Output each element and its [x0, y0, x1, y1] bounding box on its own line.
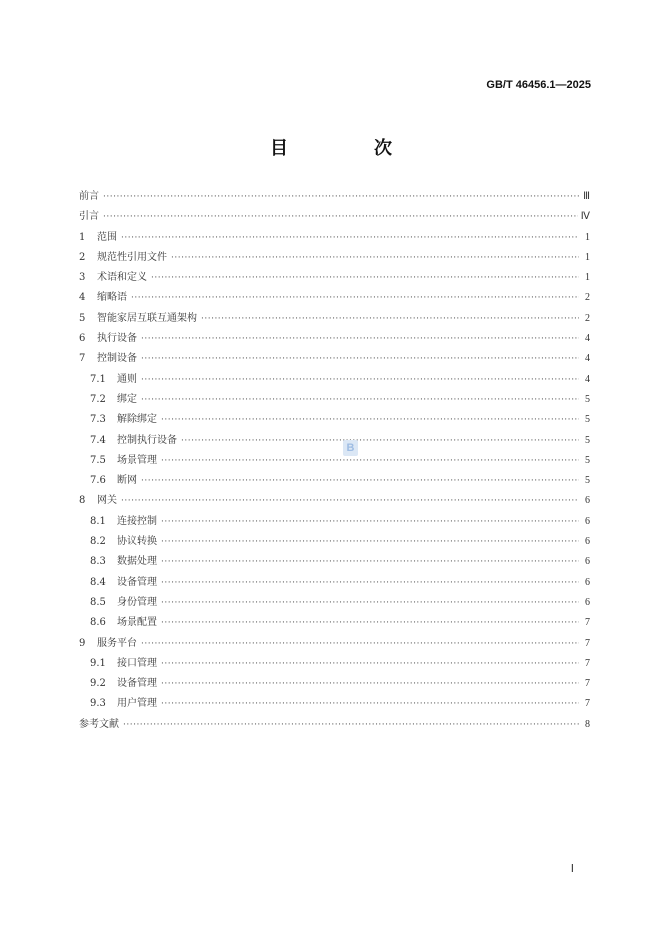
toc-entry-number: 7.5 [90, 454, 106, 466]
toc-entry-page: 5 [585, 414, 590, 426]
toc-entry-number: 8.3 [90, 556, 106, 568]
toc-entry-title: 规范性引用文件 [97, 251, 167, 263]
toc-entry-page: 5 [585, 393, 590, 405]
toc-entry-number: 7.2 [90, 393, 106, 405]
toc-dot-leader [161, 512, 579, 532]
toc-entry-page: 5 [585, 475, 590, 487]
toc-entry[interactable] [79, 187, 590, 207]
toc-dot-leader [141, 370, 579, 390]
toc-entry-page: 4 [585, 333, 590, 345]
toc-dot-leader [161, 451, 579, 471]
toc-entry-number: 8.2 [90, 536, 106, 548]
toc-entry-number: 8.5 [90, 596, 106, 608]
toc-entry[interactable] [79, 491, 590, 511]
toc-dot-leader [171, 248, 579, 268]
toc-entry-title: 连接控制 [117, 515, 157, 527]
toc-dot-leader [161, 573, 579, 593]
standard-code: GB/T 46456.1—2025 [486, 79, 591, 91]
toc-dot-leader [141, 349, 579, 369]
toc-entry-title: 网关 [97, 495, 117, 507]
toc-dot-leader [141, 329, 579, 349]
toc-entry-number: 8 [79, 495, 86, 507]
toc-dot-leader [131, 288, 579, 308]
toc-dot-leader [123, 715, 579, 735]
toc-entry[interactable] [79, 451, 590, 471]
toc-entry-page: 6 [585, 495, 590, 507]
toc-entry-number: 4 [79, 292, 86, 304]
toc-entry-title: 接口管理 [117, 657, 157, 669]
toc-entry[interactable] [79, 349, 590, 369]
toc-entry-title: 术语和定义 [97, 272, 147, 284]
toc-dot-leader [161, 552, 579, 572]
toc-entry-page: 8 [585, 718, 590, 730]
toc-entry-number: 9 [79, 637, 86, 649]
toc-entry[interactable] [79, 654, 590, 674]
toc-entry-number: 7.1 [90, 373, 106, 385]
toc-entry-page: 7 [585, 698, 590, 710]
toc-entry-page: Ⅳ [580, 211, 590, 223]
toc-entry[interactable] [79, 573, 590, 593]
toc-entry-title: 服务平台 [97, 637, 137, 649]
toc-entry[interactable] [79, 248, 590, 268]
toc-entry[interactable] [79, 431, 590, 451]
toc-entry[interactable] [79, 309, 590, 329]
toc-dot-leader [161, 613, 579, 633]
toc-entry[interactable] [79, 329, 590, 349]
toc-entry-number: 7.4 [90, 434, 106, 446]
toc-entry-title: 前言 [79, 191, 99, 202]
toc-dot-leader [121, 491, 579, 511]
toc-entry-title: 引言 [79, 211, 99, 223]
toc-entry-page: 4 [585, 353, 590, 365]
toc-entry-title: 通则 [117, 373, 137, 385]
toc-entry-title: 参考文献 [79, 718, 119, 730]
toc-dot-leader [103, 207, 578, 227]
toc-entry[interactable] [79, 471, 590, 491]
toc-entry-title: 解除绑定 [117, 414, 157, 426]
toc-entry-page: 4 [585, 373, 590, 385]
toc-entry-title: 协议转换 [117, 536, 157, 548]
toc-entry-page: 2 [585, 312, 590, 324]
toc-dot-leader [201, 309, 579, 329]
toc-entry[interactable] [79, 288, 590, 308]
toc-entry-title: 范围 [97, 231, 117, 243]
toc-dot-leader [141, 634, 579, 654]
toc-entry-title: 执行设备 [97, 333, 137, 345]
toc-entry[interactable] [79, 228, 590, 248]
toc-entry-page: 5 [585, 434, 590, 446]
toc-dot-leader [181, 431, 579, 451]
toc-entry-title: 缩略语 [97, 292, 127, 304]
toc-entry-page: 6 [585, 596, 590, 608]
toc-dot-leader [141, 390, 579, 410]
toc-entry-page: 1 [585, 251, 590, 263]
toc-entry[interactable] [79, 715, 590, 735]
page-number: Ⅰ [570, 863, 574, 875]
toc-entry-page: 1 [585, 231, 590, 243]
toc-entry-number: 9.1 [90, 657, 106, 669]
toc-entry-page: 7 [585, 617, 590, 629]
toc-entry-number: 9.2 [90, 678, 106, 690]
toc-entry-title: 控制设备 [97, 353, 137, 365]
toc-entry-page: 6 [585, 515, 590, 527]
toc-entry-page: 6 [585, 536, 590, 548]
toc-entry-title: 设备管理 [117, 576, 157, 588]
toc-entry[interactable] [79, 370, 590, 390]
toc-entry-page: 7 [585, 637, 590, 649]
toc-entry-number: 6 [79, 333, 86, 345]
toc-entry[interactable] [79, 593, 590, 613]
toc-entry[interactable] [79, 512, 590, 532]
toc-entry-number: 8.4 [90, 576, 106, 588]
toc-entry-page: 6 [585, 576, 590, 588]
toc-entry-number: 7 [79, 353, 86, 365]
page-title: 目 次 [270, 138, 426, 159]
toc-entry-number: 8.1 [90, 515, 106, 527]
toc-entry-page: Ⅲ [583, 191, 590, 202]
toc-entry[interactable] [79, 207, 590, 227]
toc-dot-leader [161, 410, 579, 430]
toc-entry[interactable] [79, 390, 590, 410]
toc-entry-title: 场景配置 [117, 617, 157, 629]
toc-dot-leader [161, 593, 579, 613]
toc-entry[interactable] [79, 552, 590, 572]
toc-entry-page: 5 [585, 454, 590, 466]
watermark-logo-icon: B [343, 440, 358, 456]
toc-entry[interactable] [79, 268, 590, 288]
toc-dot-leader [161, 532, 579, 552]
toc-entry-page: 7 [585, 678, 590, 690]
toc-entry[interactable] [79, 532, 590, 552]
toc-entry-page: 2 [585, 292, 590, 304]
toc-dot-leader [161, 654, 579, 674]
toc-entry-title: 断网 [117, 475, 137, 487]
toc-entry-title: 控制执行设备 [117, 434, 177, 446]
toc-entry-title: 设备管理 [117, 678, 157, 690]
toc-entry-number: 1 [79, 231, 86, 243]
toc-entry-number: 7.6 [90, 475, 106, 487]
toc-entry-number: 5 [79, 312, 86, 324]
toc-dot-leader [103, 187, 579, 207]
toc-entry-number: 8.6 [90, 617, 106, 629]
toc-entry[interactable] [79, 410, 590, 430]
toc-entry-page: 1 [585, 272, 590, 284]
toc-entry[interactable] [79, 634, 590, 654]
toc-entry-number: 2 [79, 251, 86, 263]
toc-entry-title: 绑定 [117, 393, 137, 405]
toc-dot-leader [161, 694, 579, 714]
toc-entry-title: 场景管理 [117, 454, 157, 466]
toc-entry[interactable] [79, 613, 590, 633]
toc-dot-leader [151, 268, 579, 288]
toc-entry[interactable] [79, 694, 590, 714]
toc-entry-number: 7.3 [90, 414, 106, 426]
toc-entry-title: 智能家居互联互通架构 [97, 312, 197, 324]
table-of-contents [79, 187, 590, 735]
toc-dot-leader [141, 471, 579, 491]
toc-entry-page: 6 [585, 556, 590, 568]
toc-dot-leader [121, 228, 579, 248]
toc-entry-title: 身份管理 [117, 596, 157, 608]
toc-dot-leader [161, 674, 579, 694]
toc-entry-title: 用户管理 [117, 698, 157, 710]
toc-entry-title: 数据处理 [117, 556, 157, 568]
toc-entry-number: 9.3 [90, 698, 106, 710]
toc-entry[interactable] [79, 674, 590, 694]
toc-entry-page: 7 [585, 657, 590, 669]
toc-entry-number: 3 [79, 272, 86, 284]
